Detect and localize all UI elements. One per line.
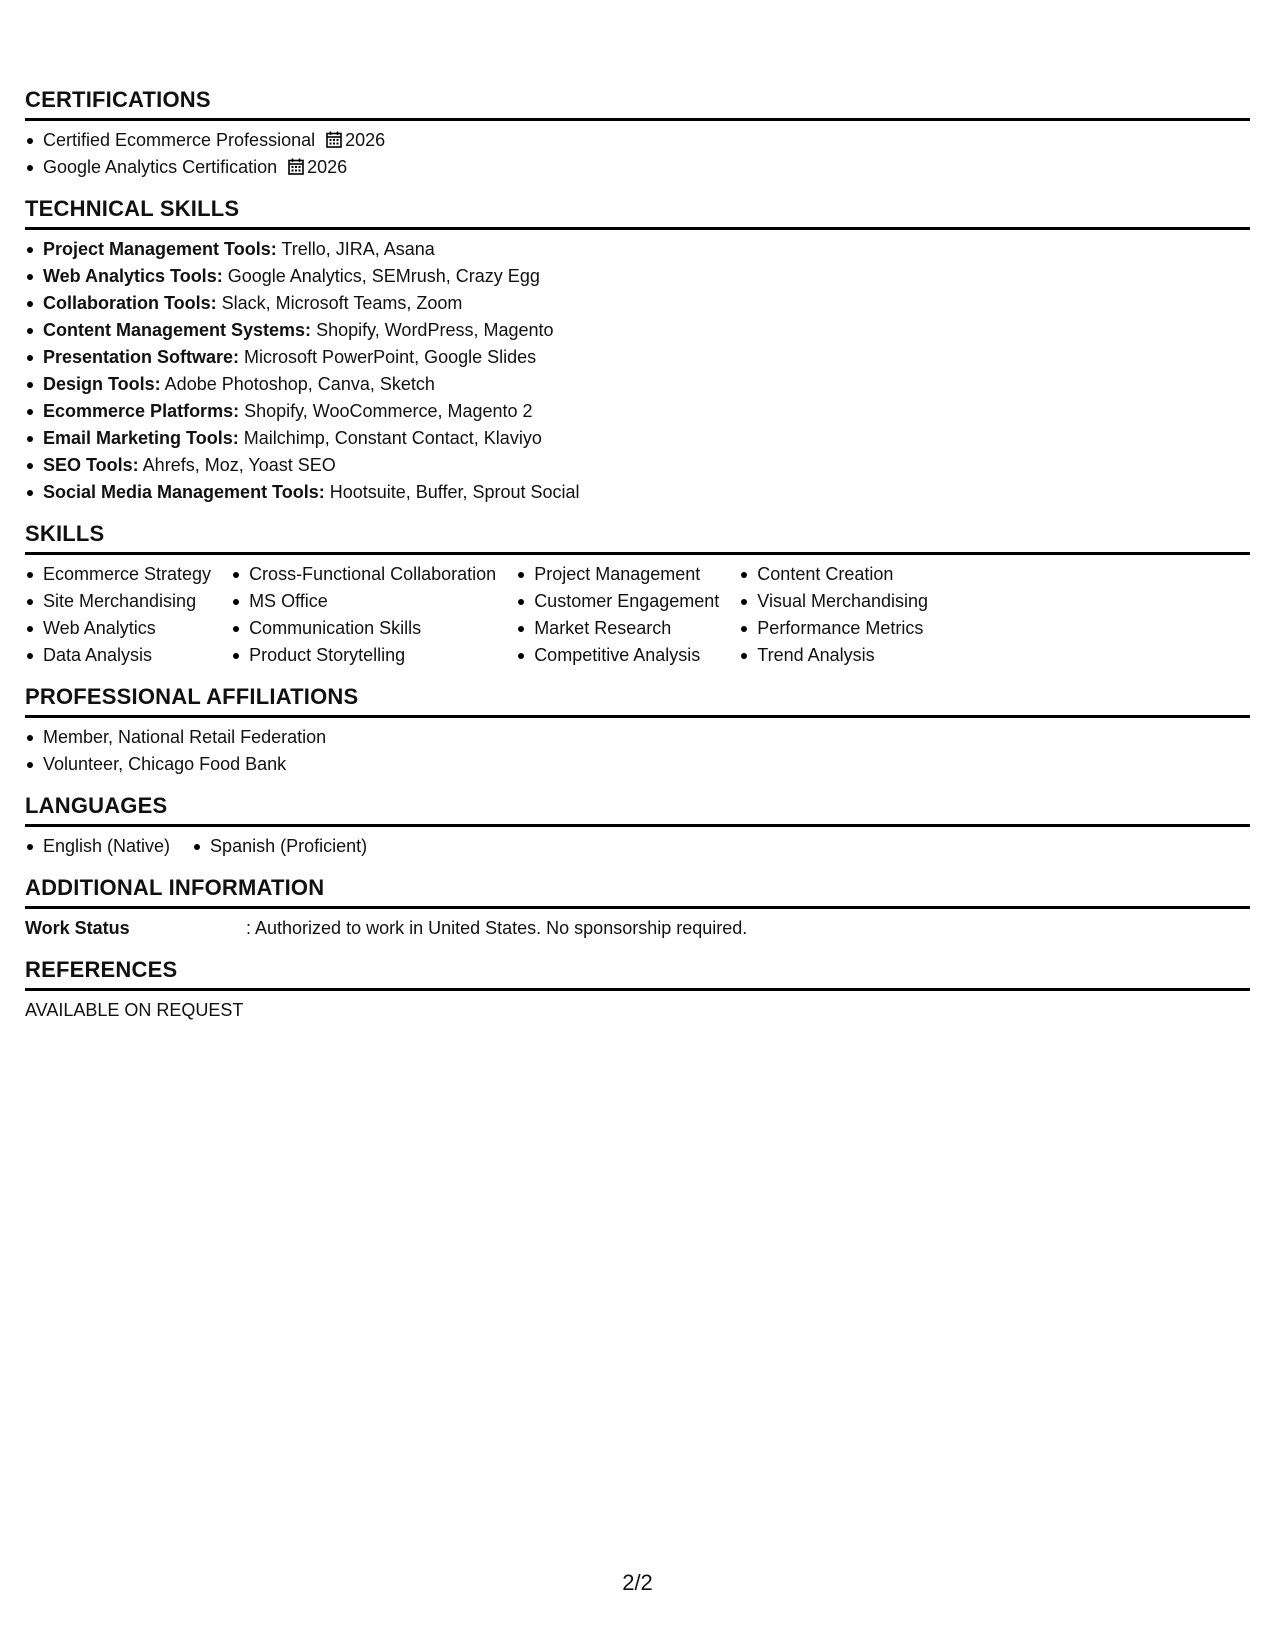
resume-page (25, 86, 1250, 1038)
list-item (25, 127, 1250, 154)
affiliations-list (25, 724, 1250, 778)
skills-column (231, 561, 496, 669)
skill-values: Slack, Microsoft Teams, Zoom (216, 293, 463, 313)
section-title: SKILLS (25, 520, 1250, 555)
list-item (25, 425, 1250, 452)
list-item (25, 263, 1250, 290)
languages-list (25, 833, 1250, 860)
skill-category: Design Tools: (43, 374, 161, 394)
section-title: REFERENCES (25, 956, 1250, 991)
skill-values: Mailchimp, Constant Contact, Klaviyo (238, 428, 542, 448)
list-item: Member, National Retail Federation (25, 724, 1250, 751)
skill-values: Google Analytics, SEMrush, Crazy Egg (222, 266, 540, 286)
list-item: Product Storytelling (231, 642, 496, 669)
list-item: Visual Merchandising (739, 588, 928, 615)
skills-column (516, 561, 719, 669)
work-status-value: : Authorized to work in United States. No sponsorship required. (246, 918, 748, 938)
list-item: Trend Analysis (739, 642, 928, 669)
skill-category: Ecommerce Platforms: (43, 401, 240, 421)
list-item: Customer Engagement (516, 588, 719, 615)
list-item (25, 479, 1250, 506)
list-item: English (Native) (25, 833, 170, 860)
calendar-icon (326, 131, 342, 148)
list-item: Performance Metrics (739, 615, 928, 642)
skills-grid (25, 561, 1250, 669)
certification-year: 2026 (307, 157, 348, 177)
certification-year: 2026 (345, 130, 386, 150)
list-item (25, 154, 1250, 181)
skill-values: Adobe Photoshop, Canva, Sketch (160, 374, 435, 394)
technical-skills-list (25, 236, 1250, 506)
list-item (25, 452, 1250, 479)
skills-column (739, 561, 928, 669)
skills-section (25, 520, 1250, 669)
references-text: AVAILABLE ON REQUEST (25, 1000, 244, 1020)
skill-category: Collaboration Tools: (43, 293, 217, 313)
skill-category: Social Media Management Tools: (43, 482, 325, 502)
section-title: PROFESSIONAL AFFILIATIONS (25, 683, 1250, 718)
list-item: Web Analytics (25, 615, 211, 642)
skills-column (25, 561, 211, 669)
list-item (25, 371, 1250, 398)
references-section (25, 956, 1250, 1024)
list-item: Site Merchandising (25, 588, 211, 615)
skill-category: Project Management Tools: (43, 239, 277, 259)
work-status-label: Work Status (25, 918, 130, 938)
skill-category: Web Analytics Tools: (43, 266, 223, 286)
additional-info-section (25, 874, 1250, 942)
technical-skills-section (25, 195, 1250, 506)
skill-values: Shopify, WordPress, Magento (311, 320, 554, 340)
list-item: Spanish (Proficient) (192, 833, 367, 860)
section-title: LANGUAGES (25, 792, 1250, 827)
list-item: Market Research (516, 615, 719, 642)
list-item: Data Analysis (25, 642, 211, 669)
list-item: Competitive Analysis (516, 642, 719, 669)
list-item: Project Management (516, 561, 719, 588)
list-item (25, 236, 1250, 263)
languages-section (25, 792, 1250, 860)
skill-category: Presentation Software: (43, 347, 240, 367)
calendar-icon (288, 158, 304, 175)
list-item: Content Creation (739, 561, 928, 588)
page-number: 2/2 (622, 1570, 653, 1595)
skill-values: Ahrefs, Moz, Yoast SEO (138, 455, 336, 475)
skill-values: Trello, JIRA, Asana (276, 239, 435, 259)
affiliations-section (25, 683, 1250, 778)
list-item (25, 290, 1250, 317)
list-item (25, 344, 1250, 371)
skill-category: Email Marketing Tools: (43, 428, 239, 448)
list-item: MS Office (231, 588, 496, 615)
section-title: ADDITIONAL INFORMATION (25, 874, 1250, 909)
certifications-list (25, 127, 1250, 181)
certification-name: Certified Ecommerce Professional (43, 130, 316, 150)
section-title: CERTIFICATIONS (25, 86, 1250, 121)
list-item (25, 317, 1250, 344)
certifications-section (25, 86, 1250, 181)
list-item: Cross-Functional Collaboration (231, 561, 496, 588)
skill-values: Shopify, WooCommerce, Magento 2 (239, 401, 533, 421)
skill-category: Content Management Systems: (43, 320, 312, 340)
skill-values: Microsoft PowerPoint, Google Slides (239, 347, 537, 367)
list-item: Communication Skills (231, 615, 496, 642)
list-item: Ecommerce Strategy (25, 561, 211, 588)
skill-category: SEO Tools: (43, 455, 139, 475)
list-item (25, 398, 1250, 425)
list-item: Volunteer, Chicago Food Bank (25, 751, 1250, 778)
work-status-row (25, 915, 1250, 942)
certification-name: Google Analytics Certification (43, 157, 278, 177)
skill-values: Hootsuite, Buffer, Sprout Social (324, 482, 580, 502)
section-title: TECHNICAL SKILLS (25, 195, 1250, 230)
